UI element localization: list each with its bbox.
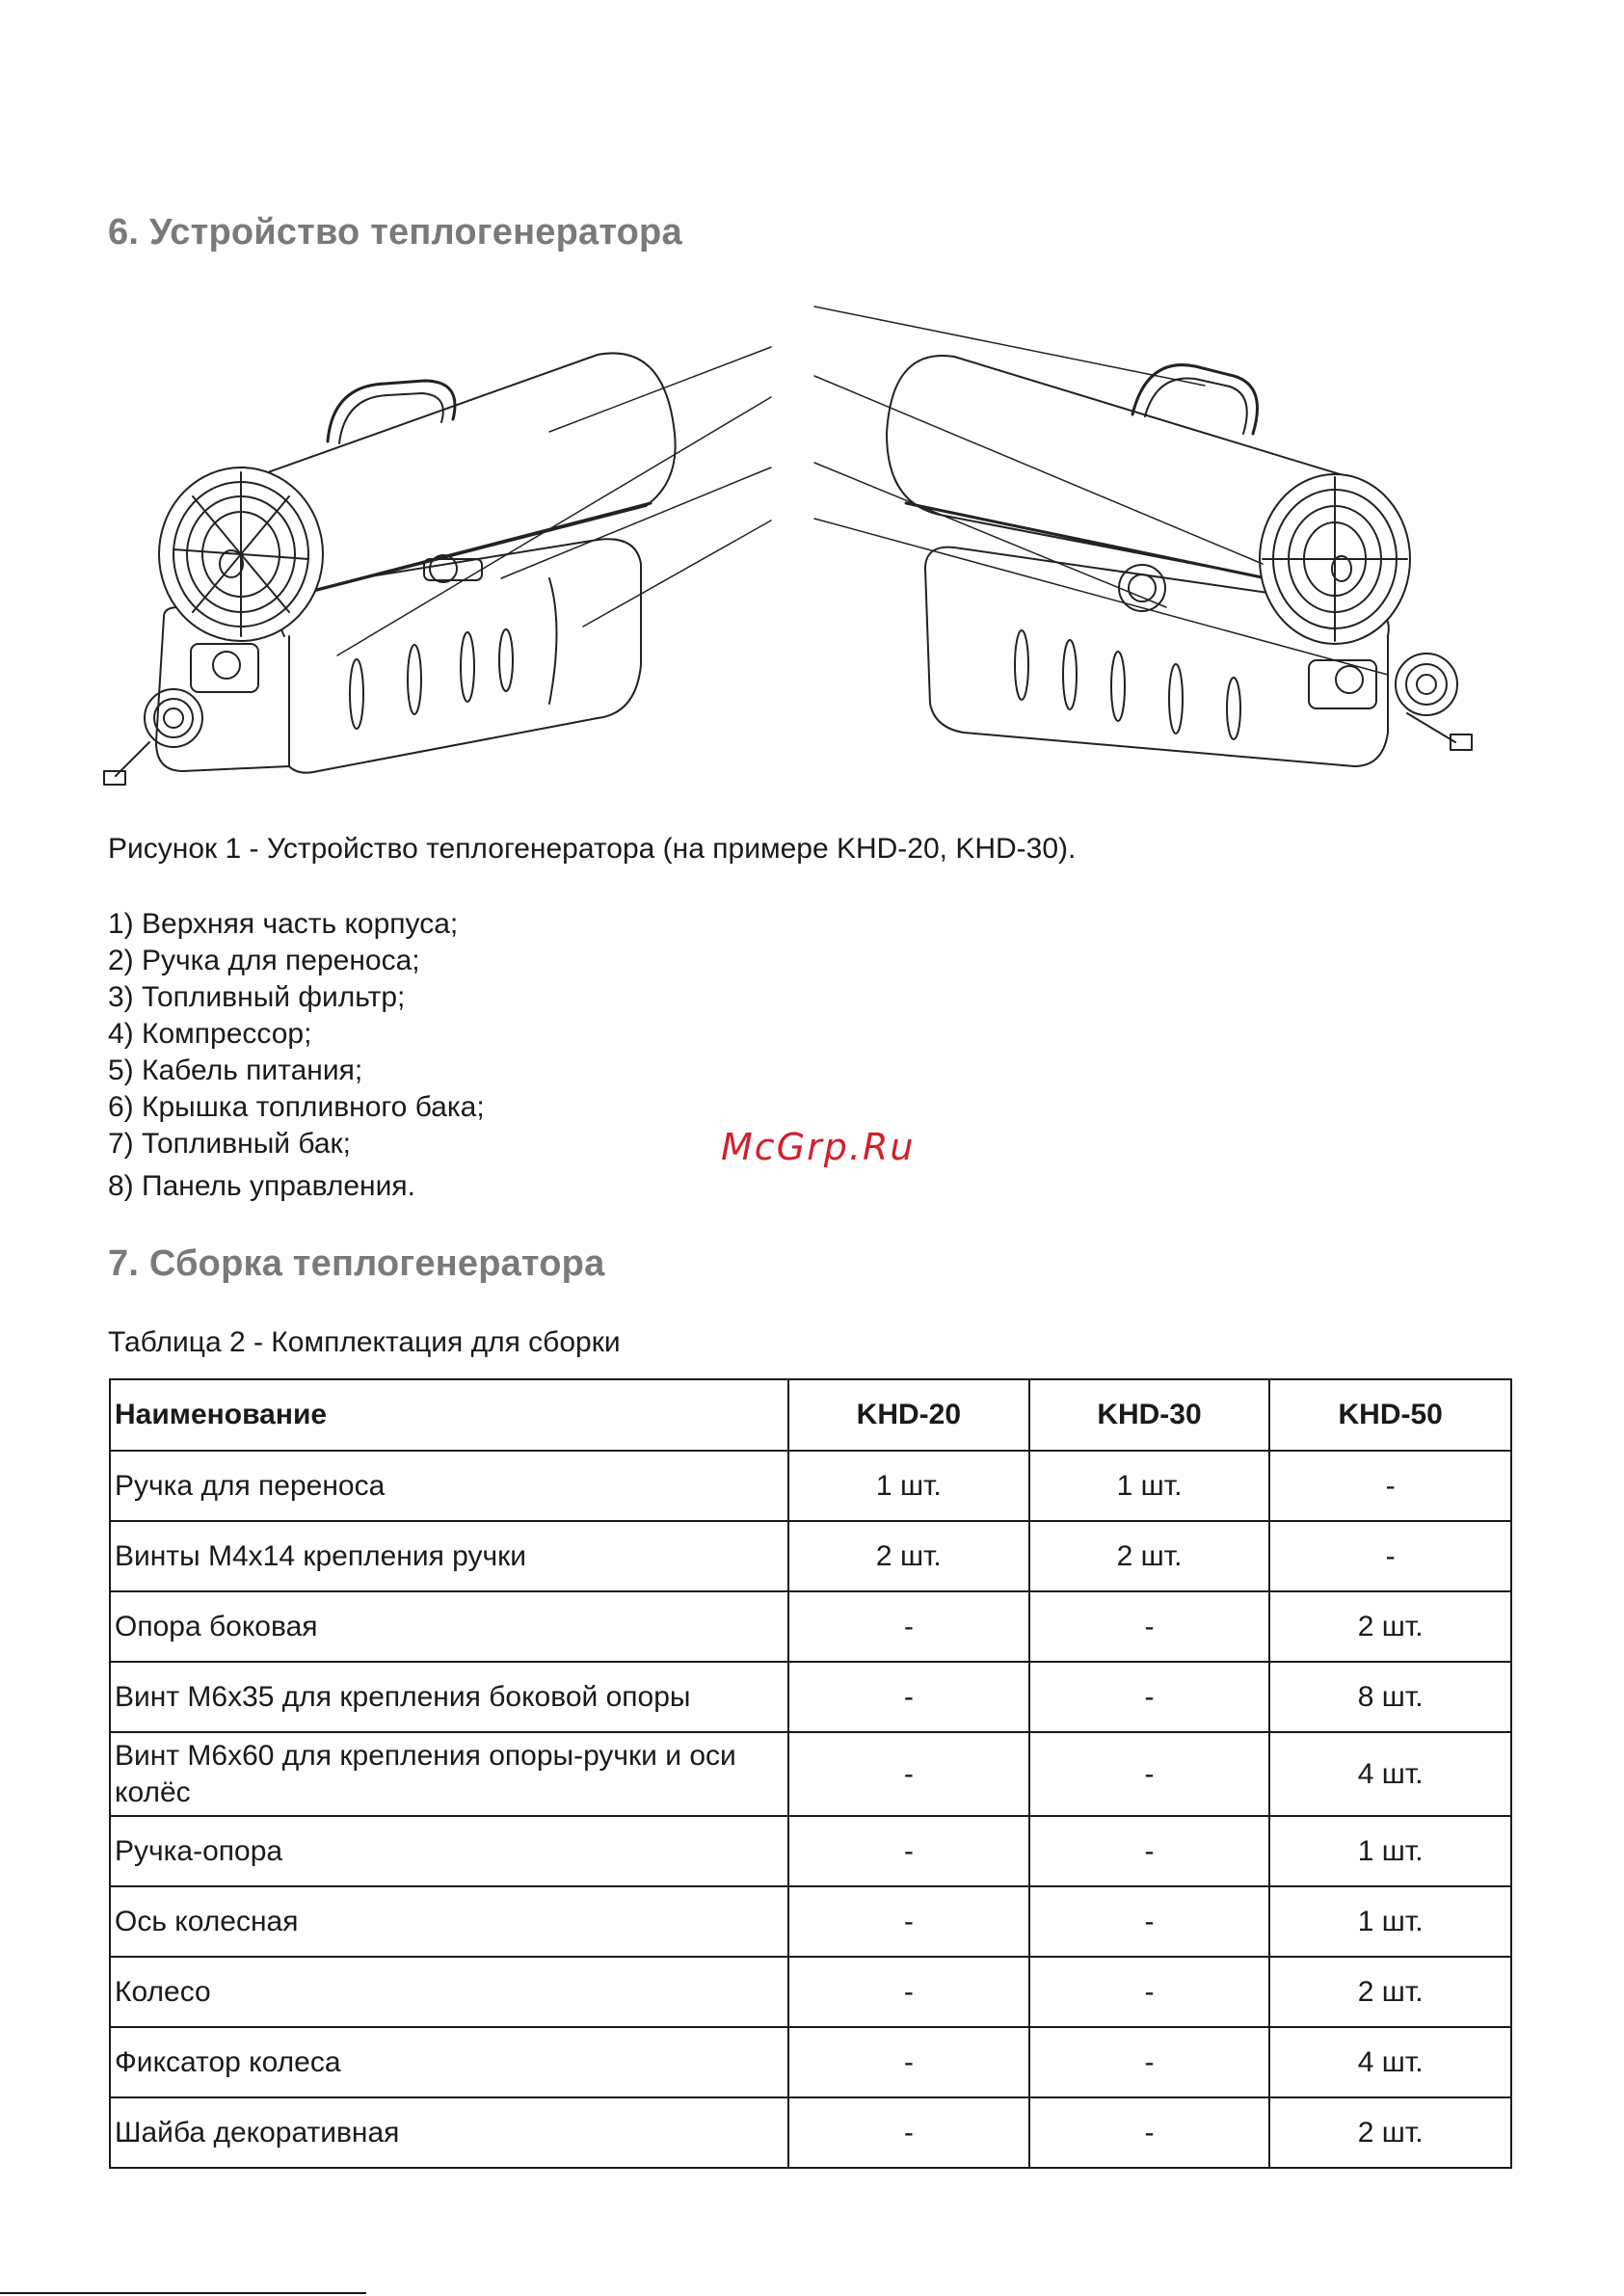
cell-name: Ось колесная xyxy=(110,1886,788,1957)
cell-khd30: - xyxy=(1029,1662,1270,1732)
section-6-title: 6. Устройство теплогенератора xyxy=(108,212,682,253)
cell-khd30: - xyxy=(1029,1957,1270,2027)
cell-khd20: - xyxy=(788,2027,1029,2097)
table-row xyxy=(110,2097,1511,2168)
cell-khd50: - xyxy=(1269,1521,1511,1591)
footer-rule xyxy=(0,2292,366,2294)
cell-name: Винт М6х60 для крепления опоры-ручки и оси колёс xyxy=(110,1732,788,1816)
figure-caption: Рисунок 1 - Устройство теплогенератора (на примере KHD-20, KHD-30). xyxy=(108,833,1077,865)
cell-khd30: - xyxy=(1029,2097,1270,2168)
cell-khd20: 2 шт. xyxy=(788,1521,1029,1591)
heater-left-drawing xyxy=(104,353,676,785)
part-item-7: 7) Топливный бак; xyxy=(108,1128,351,1160)
cell-khd30: 1 шт. xyxy=(1029,1451,1270,1521)
cell-khd30: - xyxy=(1029,1886,1270,1957)
cell-khd50: - xyxy=(1269,1451,1511,1521)
cell-khd20: - xyxy=(788,1591,1029,1662)
part-item-3: 3) Топливный фильтр; xyxy=(108,981,406,1013)
cell-khd30: - xyxy=(1029,1591,1270,1662)
table-row xyxy=(110,1451,1511,1521)
cell-khd50: 4 шт. xyxy=(1269,2027,1511,2097)
cell-khd30: 2 шт. xyxy=(1029,1521,1270,1591)
cell-khd50: 8 шт. xyxy=(1269,1662,1511,1732)
cell-name: Винт М6х35 для крепления боковой опоры xyxy=(110,1662,788,1732)
cell-khd30: - xyxy=(1029,1732,1270,1816)
kit-table xyxy=(109,1378,1512,2169)
part-item-6: 6) Крышка топливного бака; xyxy=(108,1091,485,1123)
cell-name: Колесо xyxy=(110,1957,788,2027)
cell-name: Шайба декоративная xyxy=(110,2097,788,2168)
cell-name: Фиксатор колеса xyxy=(110,2027,788,2097)
table-row xyxy=(110,1816,1511,1886)
header-khd20: KHD-20 xyxy=(788,1379,1029,1451)
table-row xyxy=(110,1591,1511,1662)
heater-figure xyxy=(96,289,1542,810)
section-7-title: 7. Сборка теплогенератора xyxy=(108,1243,605,1284)
cell-name: Винты М4х14 крепления ручки xyxy=(110,1521,788,1591)
table-row xyxy=(110,2027,1511,2097)
table-header-row xyxy=(110,1379,1511,1451)
cell-khd20: - xyxy=(788,1816,1029,1886)
cell-name: Ручка для переноса xyxy=(110,1451,788,1521)
cell-name: Ручка-опора xyxy=(110,1816,788,1886)
parts-list xyxy=(108,906,485,1205)
part-item-1: 1) Верхняя часть корпуса; xyxy=(108,908,459,940)
part-item-4: 4) Компрессор; xyxy=(108,1018,312,1050)
cell-khd20: 1 шт. xyxy=(788,1451,1029,1521)
header-khd50: KHD-50 xyxy=(1269,1379,1511,1451)
cell-khd20: - xyxy=(788,1886,1029,1957)
part-item-8: 8) Панель управления. xyxy=(108,1170,415,1202)
part-item-5: 5) Кабель питания; xyxy=(108,1055,363,1086)
part-item-2: 2) Ручка для переноса; xyxy=(108,945,420,976)
cell-khd20: - xyxy=(788,2097,1029,2168)
header-name: Наименование xyxy=(110,1379,788,1451)
cell-khd20: - xyxy=(788,1662,1029,1732)
cell-khd50: 4 шт. xyxy=(1269,1732,1511,1816)
cell-khd20: - xyxy=(788,1732,1029,1816)
cell-khd50: 2 шт. xyxy=(1269,1591,1511,1662)
cell-khd50: 1 шт. xyxy=(1269,1886,1511,1957)
table-title: Таблица 2 - Комплектация для сборки xyxy=(108,1326,621,1358)
table-row xyxy=(110,1662,1511,1732)
watermark: McGrp.Ru xyxy=(721,1126,916,1168)
table-row xyxy=(110,1521,1511,1591)
heater-right-drawing xyxy=(887,356,1472,766)
header-khd30: KHD-30 xyxy=(1029,1379,1270,1451)
cell-khd30: - xyxy=(1029,2027,1270,2097)
table-row xyxy=(110,1886,1511,1957)
cell-khd50: 2 шт. xyxy=(1269,1957,1511,2027)
table-row xyxy=(110,1732,1511,1816)
cell-khd50: 1 шт. xyxy=(1269,1816,1511,1886)
cell-khd20: - xyxy=(788,1957,1029,2027)
cell-khd50: 2 шт. xyxy=(1269,2097,1511,2168)
cell-khd30: - xyxy=(1029,1816,1270,1886)
table-row xyxy=(110,1957,1511,2027)
cell-name: Опора боковая xyxy=(110,1591,788,1662)
